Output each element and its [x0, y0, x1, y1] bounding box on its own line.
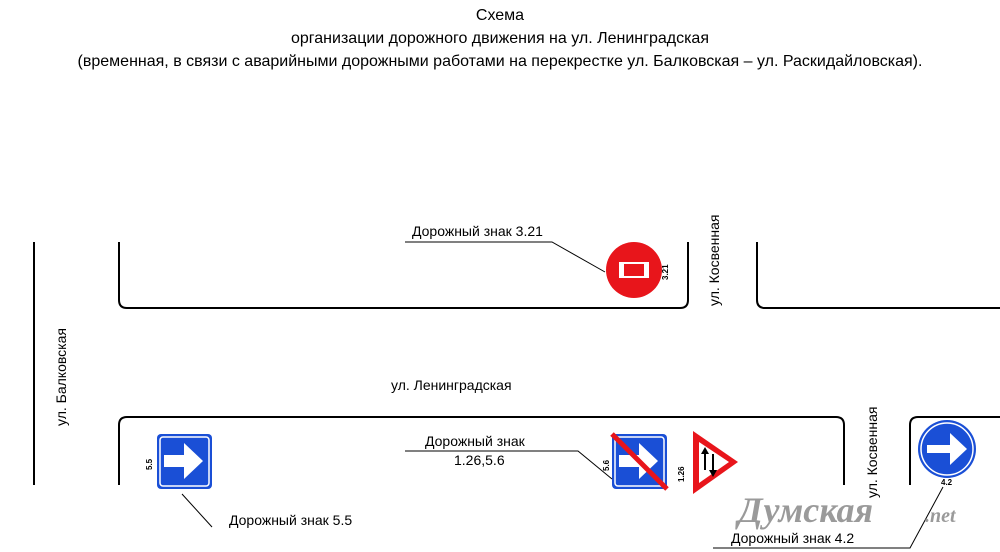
street-leningradskaya: ул. Ленинградская	[391, 377, 512, 393]
sign-1-26-code: 1.26	[677, 466, 686, 482]
street-balkovskaya: ул. Балковская	[53, 328, 69, 426]
sign-4-2-label: Дорожный знак 4.2	[731, 530, 855, 546]
sign-1-26-5-6-leader	[405, 451, 612, 479]
upper-curb-right	[757, 242, 1000, 308]
sign-5-6-code: 5.6	[602, 459, 611, 471]
sign-4-2	[918, 420, 976, 487]
sign-5-5-leader	[182, 494, 212, 527]
title-line-3: (временная, в связи с аварийными дорожными работами на перекрестке ул. Балковская – ул. Раскидайловская).	[77, 53, 923, 70]
sign-1-26	[677, 431, 738, 494]
street-kosvennaya-top: ул. Косвенная	[706, 214, 722, 306]
title-line-2: организации дорожного движения на ул. Ленинградская	[291, 30, 709, 47]
title-line-1: Схема	[475, 7, 525, 24]
sign-5-5-code: 5.5	[145, 458, 154, 470]
sign-4-2-code: 4.2	[941, 478, 953, 487]
sign-5-6	[602, 434, 667, 489]
sign-1-26-5-6-label-line2: 1.26,5.6	[454, 452, 505, 468]
sign-5-5	[145, 434, 212, 489]
sign-5-5-label: Дорожный знак 5.5	[229, 512, 353, 528]
sign-1-26-5-6-label-line1: Дорожный знак	[425, 433, 525, 449]
sign-3-21-code: 3.21	[661, 264, 670, 280]
watermark-logo: Думская	[738, 490, 874, 530]
street-kosvennaya-bottom: ул. Косвенная	[864, 406, 880, 498]
upper-curb-left	[119, 242, 688, 308]
watermark-suffix: .net	[925, 505, 956, 527]
sign-3-21	[606, 242, 670, 298]
sign-3-21-leader	[405, 242, 605, 272]
sign-3-21-label: Дорожный знак 3.21	[412, 223, 543, 239]
